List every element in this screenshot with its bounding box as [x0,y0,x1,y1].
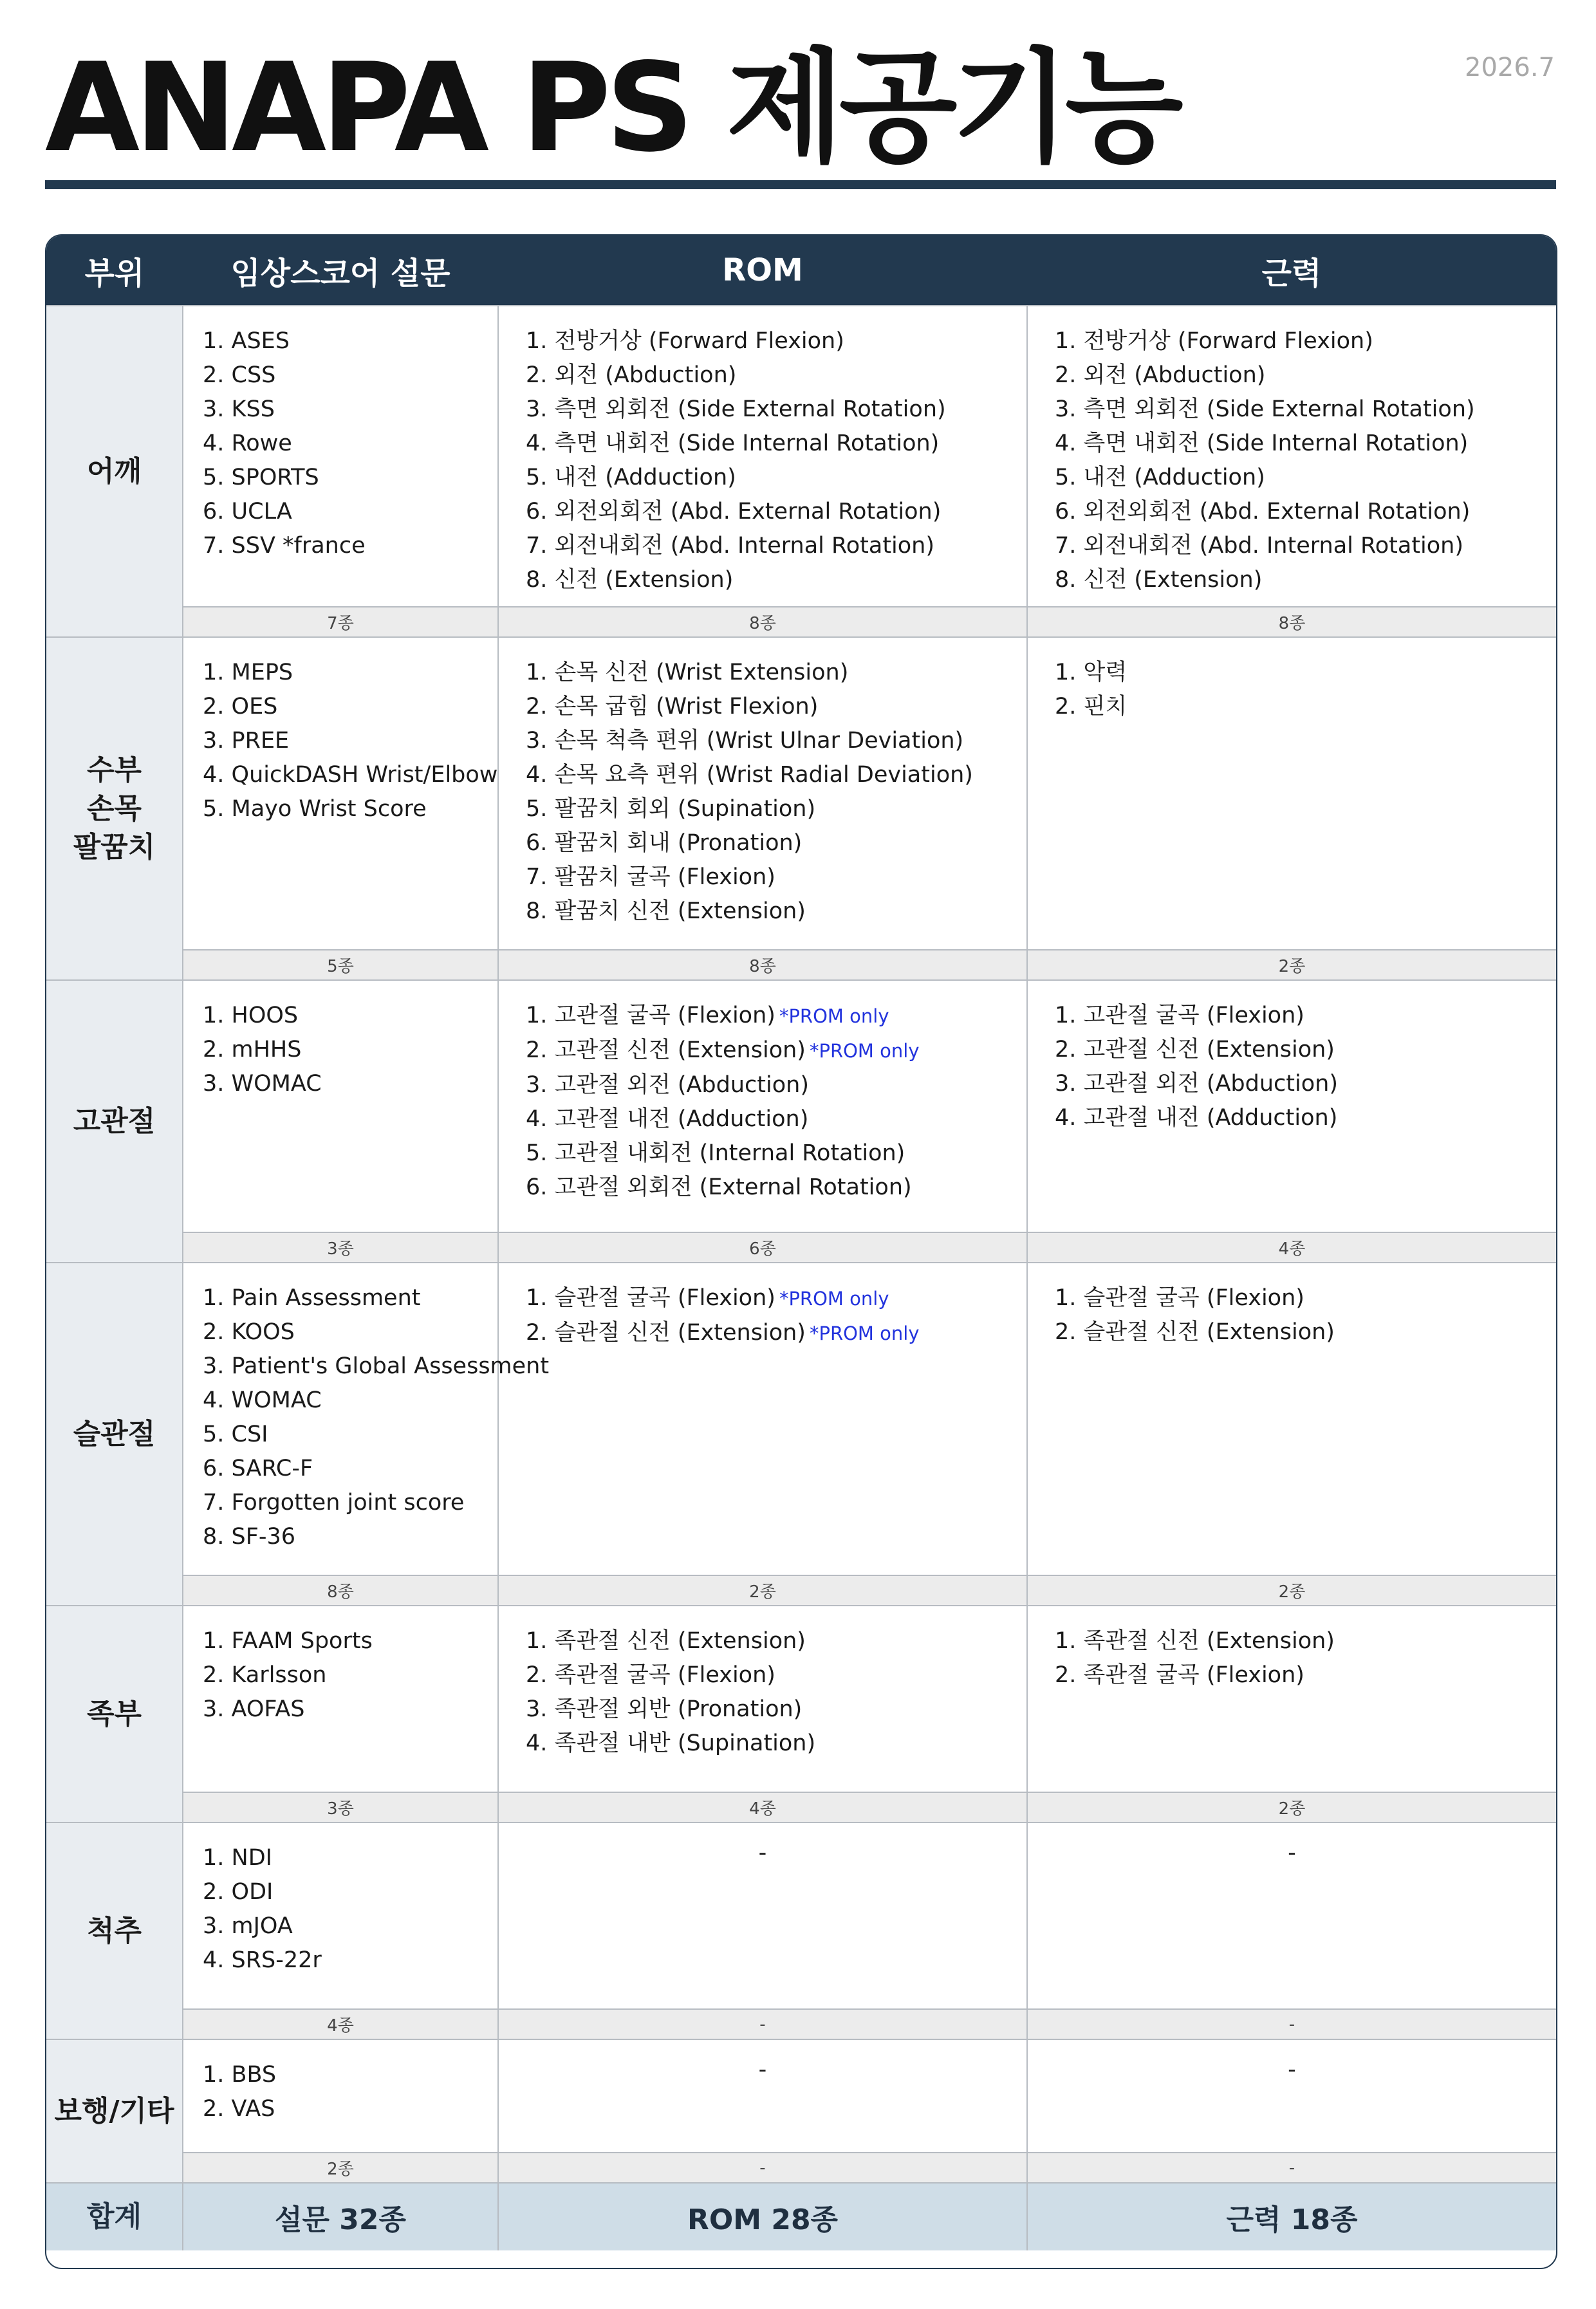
list-item: 1. BBS [203,2062,277,2088]
list-item: 1. 전방거상 (Forward Flexion) [1055,328,1373,354]
total-strength: 근력 18종 [1027,2183,1556,2250]
empty-dash: - [1288,1840,1296,1866]
list-item: 5. SPORTS [203,465,319,490]
list-item [526,1281,1026,1316]
item-text: 3. 측면 외회전 (Side External Rotation) [526,396,946,422]
item-text: 2. 고관절 신전 (Extension) [526,1037,806,1063]
item-text: 5. 내전 (Adduction) [526,465,736,490]
region-label: 보행/기타 [54,2094,174,2128]
rom-cell [498,1606,1027,1792]
list-item: 6. UCLA [203,499,292,524]
list-item [526,1727,1026,1761]
region-cell [46,637,183,980]
list-item: 3. PREE [203,728,290,754]
strength-count: - [1027,2153,1556,2183]
list-item: 4. SRS-22r [203,1947,322,1973]
list-item [526,792,1026,826]
region-cell [46,1822,183,2039]
survey-count: 3종 [183,1232,498,1263]
list-item [526,1624,1026,1658]
survey-count: 3종 [183,1792,498,1822]
region-label: 어깨 [86,454,142,488]
table-header-row [46,236,1556,306]
list-item [526,427,1026,461]
list-item [526,895,1026,929]
survey-cell [183,1263,550,1575]
item-text: 4. 손목 요측 편위 (Wrist Radial Deviation) [526,762,973,788]
item-text: 1. 전방거상 (Forward Flexion) [526,328,844,354]
survey-count: 4종 [183,2009,498,2039]
item-text: 2. 슬관절 신전 (Extension) [526,1320,806,1346]
list-item: 6. 외전외회전 (Abd. External Rotation) [1055,499,1471,524]
rom-cell [498,2039,1027,2153]
list-item [526,1068,1026,1102]
item-text: 3. 손목 척측 편위 (Wrist Ulnar Deviation) [526,728,964,754]
list-item: 7. 외전내회전 (Abd. Internal Rotation) [1055,533,1464,559]
list-item [526,1316,1026,1351]
table-row [46,980,1556,1232]
survey-count: 8종 [183,1575,498,1606]
list-item [526,656,1026,690]
item-text: 2. 손목 굽힘 (Wrist Flexion) [526,694,819,719]
list-item: 1. ASES [203,328,290,354]
list-item: 2. OES [203,694,278,719]
list-item: 4. WOMAC [203,1387,322,1413]
rom-count: 8종 [498,950,1027,980]
strength-cell [1027,2039,1556,2153]
rom-cell [498,637,1027,950]
count-row [46,1232,1556,1263]
list-item: 4. Rowe [203,431,292,456]
count-row [46,2153,1556,2183]
document-date: 2026.7 [1465,53,1555,82]
list-item: 1. FAAM Sports [203,1628,373,1654]
strength-cell [1027,1822,1556,2009]
list-item [526,1034,1026,1068]
region-label: 고관절 [73,1104,156,1138]
count-row [46,1792,1556,1822]
prom-only-note: *PROM only [779,1005,889,1027]
prom-only-note: *PROM only [779,1288,889,1310]
rom-count: 6종 [498,1232,1027,1263]
table-row [46,1263,1556,1575]
strength-count: 2종 [1027,1792,1556,1822]
survey-count: 5종 [183,950,498,980]
page-title: ANAPA PS 제공기능 [45,37,1178,179]
list-item: 3. AOFAS [203,1696,305,1722]
item-text: 4. 측면 내회전 (Side Internal Rotation) [526,431,940,456]
item-text: 1. 손목 신전 (Wrist Extension) [526,660,849,685]
list-item: 6. SARC-F [203,1456,313,1481]
list-item [526,393,1026,427]
item-text: 7. 팔꿈치 굴곡 (Flexion) [526,864,775,890]
list-item: 2. CSS [203,362,276,388]
survey-cell [183,1822,498,2009]
region-cell [46,306,183,637]
list-item: 1. 족관절 신전 (Extension) [1055,1628,1335,1654]
total-row [46,2183,1556,2250]
list-item: 2. mHHS [203,1037,302,1062]
list-item [526,860,1026,895]
list-item: 2. 고관절 신전 (Extension) [1055,1037,1335,1062]
count-row [46,1575,1556,1606]
list-item [526,495,1026,529]
list-item: 1. Pain Assessment [203,1285,421,1311]
header-strength: 근력 [1027,236,1556,306]
list-item: 2. ODI [203,1879,274,1905]
item-text: 6. 외전외회전 (Abd. External Rotation) [526,499,942,524]
table-row [46,1606,1556,1792]
strength-cell [1027,980,1556,1232]
total-label: 합계 [46,2183,183,2250]
list-item: 2. 족관절 굴곡 (Flexion) [1055,1662,1304,1688]
prom-only-note: *PROM only [809,1322,920,1344]
list-item: 7. SSV *france [203,533,366,559]
list-item [526,758,1026,792]
empty-dash: - [1288,2057,1296,2082]
region-label: 팔꿈치 [73,830,156,864]
prom-only-note: *PROM only [809,1040,920,1062]
rom-cell [498,1263,1027,1575]
rom-cell [498,1822,1027,2009]
item-text: 3. 족관절 외반 (Pronation) [526,1696,803,1722]
list-item: 2. 핀치 [1055,694,1127,719]
item-text: 3. 고관절 외전 (Abduction) [526,1072,809,1098]
region-cell [46,2039,183,2183]
item-text: 1. 족관절 신전 (Extension) [526,1628,806,1654]
survey-cell [183,637,498,950]
list-item [526,690,1026,724]
list-item: 1. 슬관절 굴곡 (Flexion) [1055,1285,1304,1311]
survey-cell [183,306,498,607]
item-text: 8. 팔꿈치 신전 (Extension) [526,898,806,924]
strength-count: 2종 [1027,950,1556,980]
list-item: 1. HOOS [203,1003,299,1028]
rom-cell [498,306,1027,607]
list-item [526,1658,1026,1692]
list-item: 4. 측면 내회전 (Side Internal Rotation) [1055,431,1469,456]
item-text: 7. 외전내회전 (Abd. Internal Rotation) [526,533,935,559]
item-text: 5. 팔꿈치 회외 (Supination) [526,796,816,822]
list-item [526,358,1026,393]
table-row [46,306,1556,607]
survey-cell [183,2039,498,2153]
strength-cell [1027,1606,1556,1792]
item-text: 6. 고관절 외회전 (External Rotation) [526,1174,912,1200]
list-item: 3. mJOA [203,1913,293,1939]
strength-cell [1027,306,1556,607]
header-survey: 임상스코어 설문 [183,236,498,306]
strength-count: 2종 [1027,1575,1556,1606]
title-divider [45,180,1556,189]
list-item: 4. 고관절 내전 (Adduction) [1055,1105,1338,1131]
list-item: 2. Karlsson [203,1662,327,1688]
rom-count: - [498,2153,1027,2183]
list-item: 2. 외전 (Abduction) [1055,362,1266,388]
list-item: 2. 슬관절 신전 (Extension) [1055,1319,1335,1345]
list-item [526,324,1026,358]
list-item: 2. KOOS [203,1319,295,1345]
list-item: 5. Mayo Wrist Score [203,796,427,822]
list-item: 5. 내전 (Adduction) [1055,465,1265,490]
list-item: 1. NDI [203,1845,272,1871]
list-item: 1. 악력 [1055,660,1127,685]
rom-count: 2종 [498,1575,1027,1606]
table-row [46,637,1556,950]
list-item: 8. SF-36 [203,1524,296,1550]
list-item: 3. Patient's Global Assessment [203,1353,550,1379]
strength-cell [1027,637,1556,950]
region-label: 족부 [86,1697,142,1730]
list-item: 7. Forgotten joint score [203,1490,465,1516]
list-item [526,1692,1026,1727]
item-text: 2. 외전 (Abduction) [526,362,737,388]
features-table [45,234,1557,2269]
rom-cell [498,980,1027,1232]
header-rom: ROM [498,236,1027,306]
list-item: 1. 고관절 굴곡 (Flexion) [1055,1003,1304,1028]
list-item: 4. QuickDASH Wrist/Elbow [203,762,498,788]
region-cell [46,980,183,1263]
strength-cell [1027,1263,1556,1575]
item-text: 1. 슬관절 굴곡 (Flexion) [526,1285,775,1311]
region-cell [46,1606,183,1822]
list-item [526,1171,1026,1205]
list-item [526,563,1026,597]
item-text: 4. 족관절 내반 (Supination) [526,1730,816,1756]
list-item: 3. KSS [203,396,275,422]
region-label: 수부 [86,753,142,786]
list-item [526,999,1026,1034]
list-item [526,826,1026,860]
item-text: 1. 고관절 굴곡 (Flexion) [526,1003,775,1028]
item-text: 8. 신전 (Extension) [526,567,734,593]
survey-cell [183,980,498,1232]
region-label: 슬관절 [73,1417,156,1451]
list-item: 8. 신전 (Extension) [1055,567,1263,593]
count-row [46,2009,1556,2039]
region-label: 손목 [86,792,142,825]
count-row [46,607,1556,637]
survey-count: 7종 [183,607,498,637]
table-row [46,1822,1556,2009]
rom-count: - [498,2009,1027,2039]
header-region: 부위 [46,236,183,306]
strength-count: - [1027,2009,1556,2039]
list-item: 5. CSI [203,1422,268,1447]
total-survey: 설문 32종 [183,2183,498,2250]
item-text: 6. 팔꿈치 회내 (Pronation) [526,830,803,856]
list-item: 1. MEPS [203,660,293,685]
list-item: 2. VAS [203,2096,275,2122]
empty-dash: - [758,2057,767,2082]
region-label: 척추 [86,1914,142,1947]
list-item: 3. 고관절 외전 (Abduction) [1055,1071,1338,1097]
list-item: 3. WOMAC [203,1071,322,1097]
table-row [46,2039,1556,2153]
item-text: 4. 고관절 내전 (Adduction) [526,1106,809,1132]
list-item [526,461,1026,495]
rom-count: 8종 [498,607,1027,637]
list-item [526,529,1026,563]
count-row [46,950,1556,980]
rom-count: 4종 [498,1792,1027,1822]
survey-cell [183,1606,498,1792]
region-cell [46,1263,183,1606]
empty-dash: - [758,1840,767,1866]
list-item [526,724,1026,758]
list-item [526,1102,1026,1136]
total-rom: ROM 28종 [498,2183,1027,2250]
item-text: 2. 족관절 굴곡 (Flexion) [526,1662,775,1688]
list-item [526,1136,1026,1171]
survey-count: 2종 [183,2153,498,2183]
strength-count: 4종 [1027,1232,1556,1263]
list-item: 3. 측면 외회전 (Side External Rotation) [1055,396,1475,422]
item-text: 5. 고관절 내회전 (Internal Rotation) [526,1140,905,1166]
strength-count: 8종 [1027,607,1556,637]
